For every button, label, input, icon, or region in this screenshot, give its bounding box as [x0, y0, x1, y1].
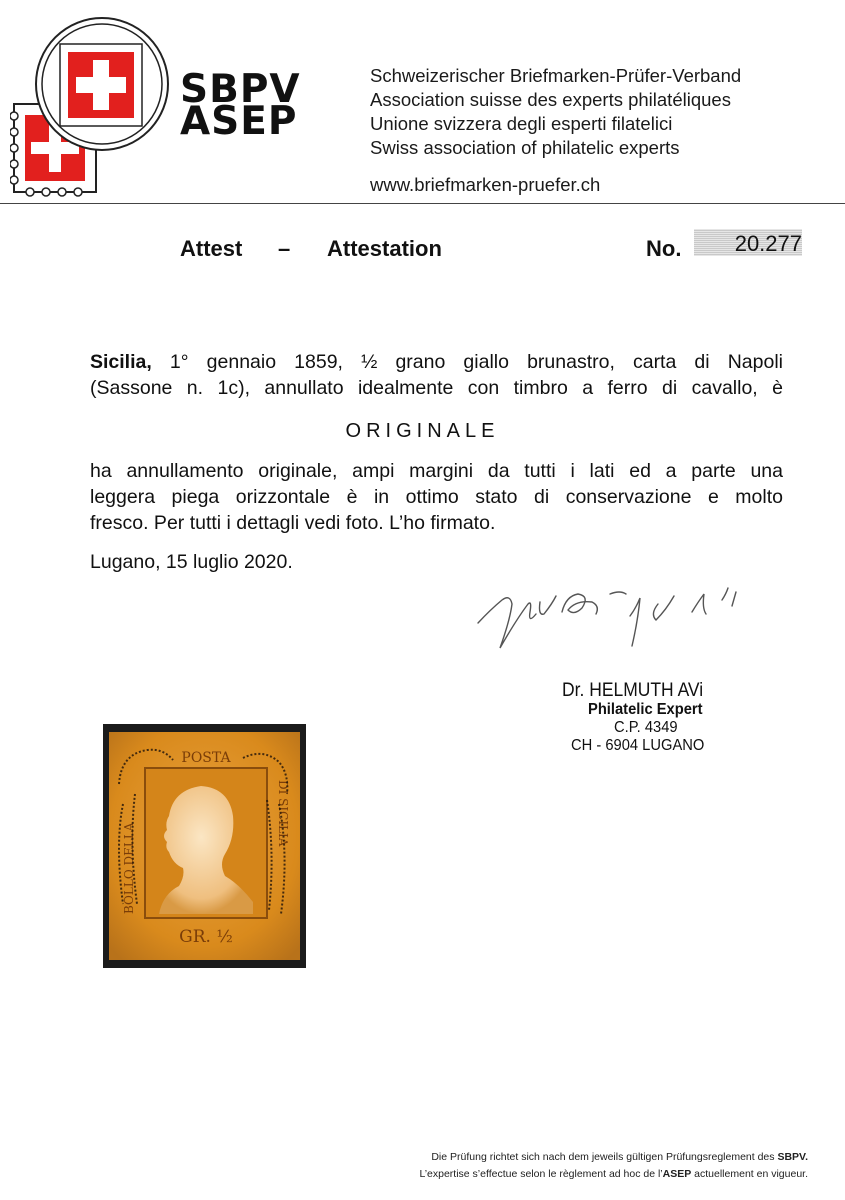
sbpv-logo-icon	[10, 12, 175, 197]
handwritten-signature	[470, 560, 760, 670]
footer-line-de-text: Die Prüfung richtet sich nach dem jeweils gültigen Prüfungsreglement des	[431, 1151, 778, 1163]
stamp-photo-left-text: BOLLO DELLA	[122, 822, 136, 914]
association-name-fr: Association suisse des experts philatéliques	[370, 89, 731, 110]
condition-line-1: ha annullamento originale, ampi margini da tutti i lati ed a parte una	[90, 460, 783, 482]
brand-asep: ASEP	[180, 99, 298, 144]
website-link[interactable]: www.briefmarken-pruefer.ch	[370, 174, 601, 195]
stamp-photo-right-text: DI SICILIA	[276, 780, 290, 847]
footer-line-fr	[0, 1168, 808, 1180]
footer-line-de	[0, 1151, 808, 1163]
stamp-country: Sicilia,	[90, 351, 152, 373]
expert-city: CH - 6904 LUGANO	[571, 737, 705, 754]
condition-line-3: fresco. Per tutti i dettagli vedi foto. L’ho firmato.	[90, 512, 496, 534]
expert-po-box: C.P. 4349	[614, 719, 678, 736]
title-attestation: Attestation	[327, 236, 442, 261]
stamp-photo-top-text: POSTA	[181, 750, 231, 766]
footer-line-fr-text-a: L’expertise s’effectue selon le règlement ad hoc de l’	[419, 1168, 663, 1180]
association-name-de: Schweizerischer Briefmarken-Prüfer-Verband	[370, 65, 742, 86]
footer-line-de-bold: SBPV.	[777, 1151, 808, 1163]
description-line-1-rest: 1° gennaio 1859, ½ grano giallo brunastro, carta di Napoli	[151, 351, 783, 373]
expert-name: Dr. HELMUTH AVi	[562, 680, 704, 701]
description-line-2: (Sassone n. 1c), annullato idealmente con timbro a ferro di cavallo, è	[90, 377, 783, 399]
certificate-number-label: No.	[646, 236, 682, 261]
expert-title: Philatelic Expert	[588, 701, 703, 718]
description-line-1	[90, 349, 783, 375]
title-attest: Attest	[180, 236, 243, 261]
stamp-photo	[103, 724, 306, 968]
header-divider	[0, 203, 845, 204]
title-dash: –	[278, 236, 291, 261]
certificate-number: 20.277	[734, 231, 802, 256]
association-name-en: Swiss association of philatelic experts	[370, 137, 680, 158]
stamp-photo-value-text: GR. ½	[179, 927, 233, 947]
association-name-it: Unione svizzera degli esperti filatelici	[370, 113, 673, 134]
place-date: Lugano, 15 luglio 2020.	[90, 551, 293, 573]
footer-line-fr-bold: ASEP	[662, 1168, 692, 1180]
footer-line-fr-text-b: actuellement en vigueur.	[691, 1168, 808, 1180]
verdict: ORIGINALE	[345, 420, 500, 442]
brand-sbpv: SBPV	[180, 67, 301, 112]
condition-line-2: leggera piega orizzontale è in ottimo stato di conservazione e molto	[90, 486, 783, 508]
